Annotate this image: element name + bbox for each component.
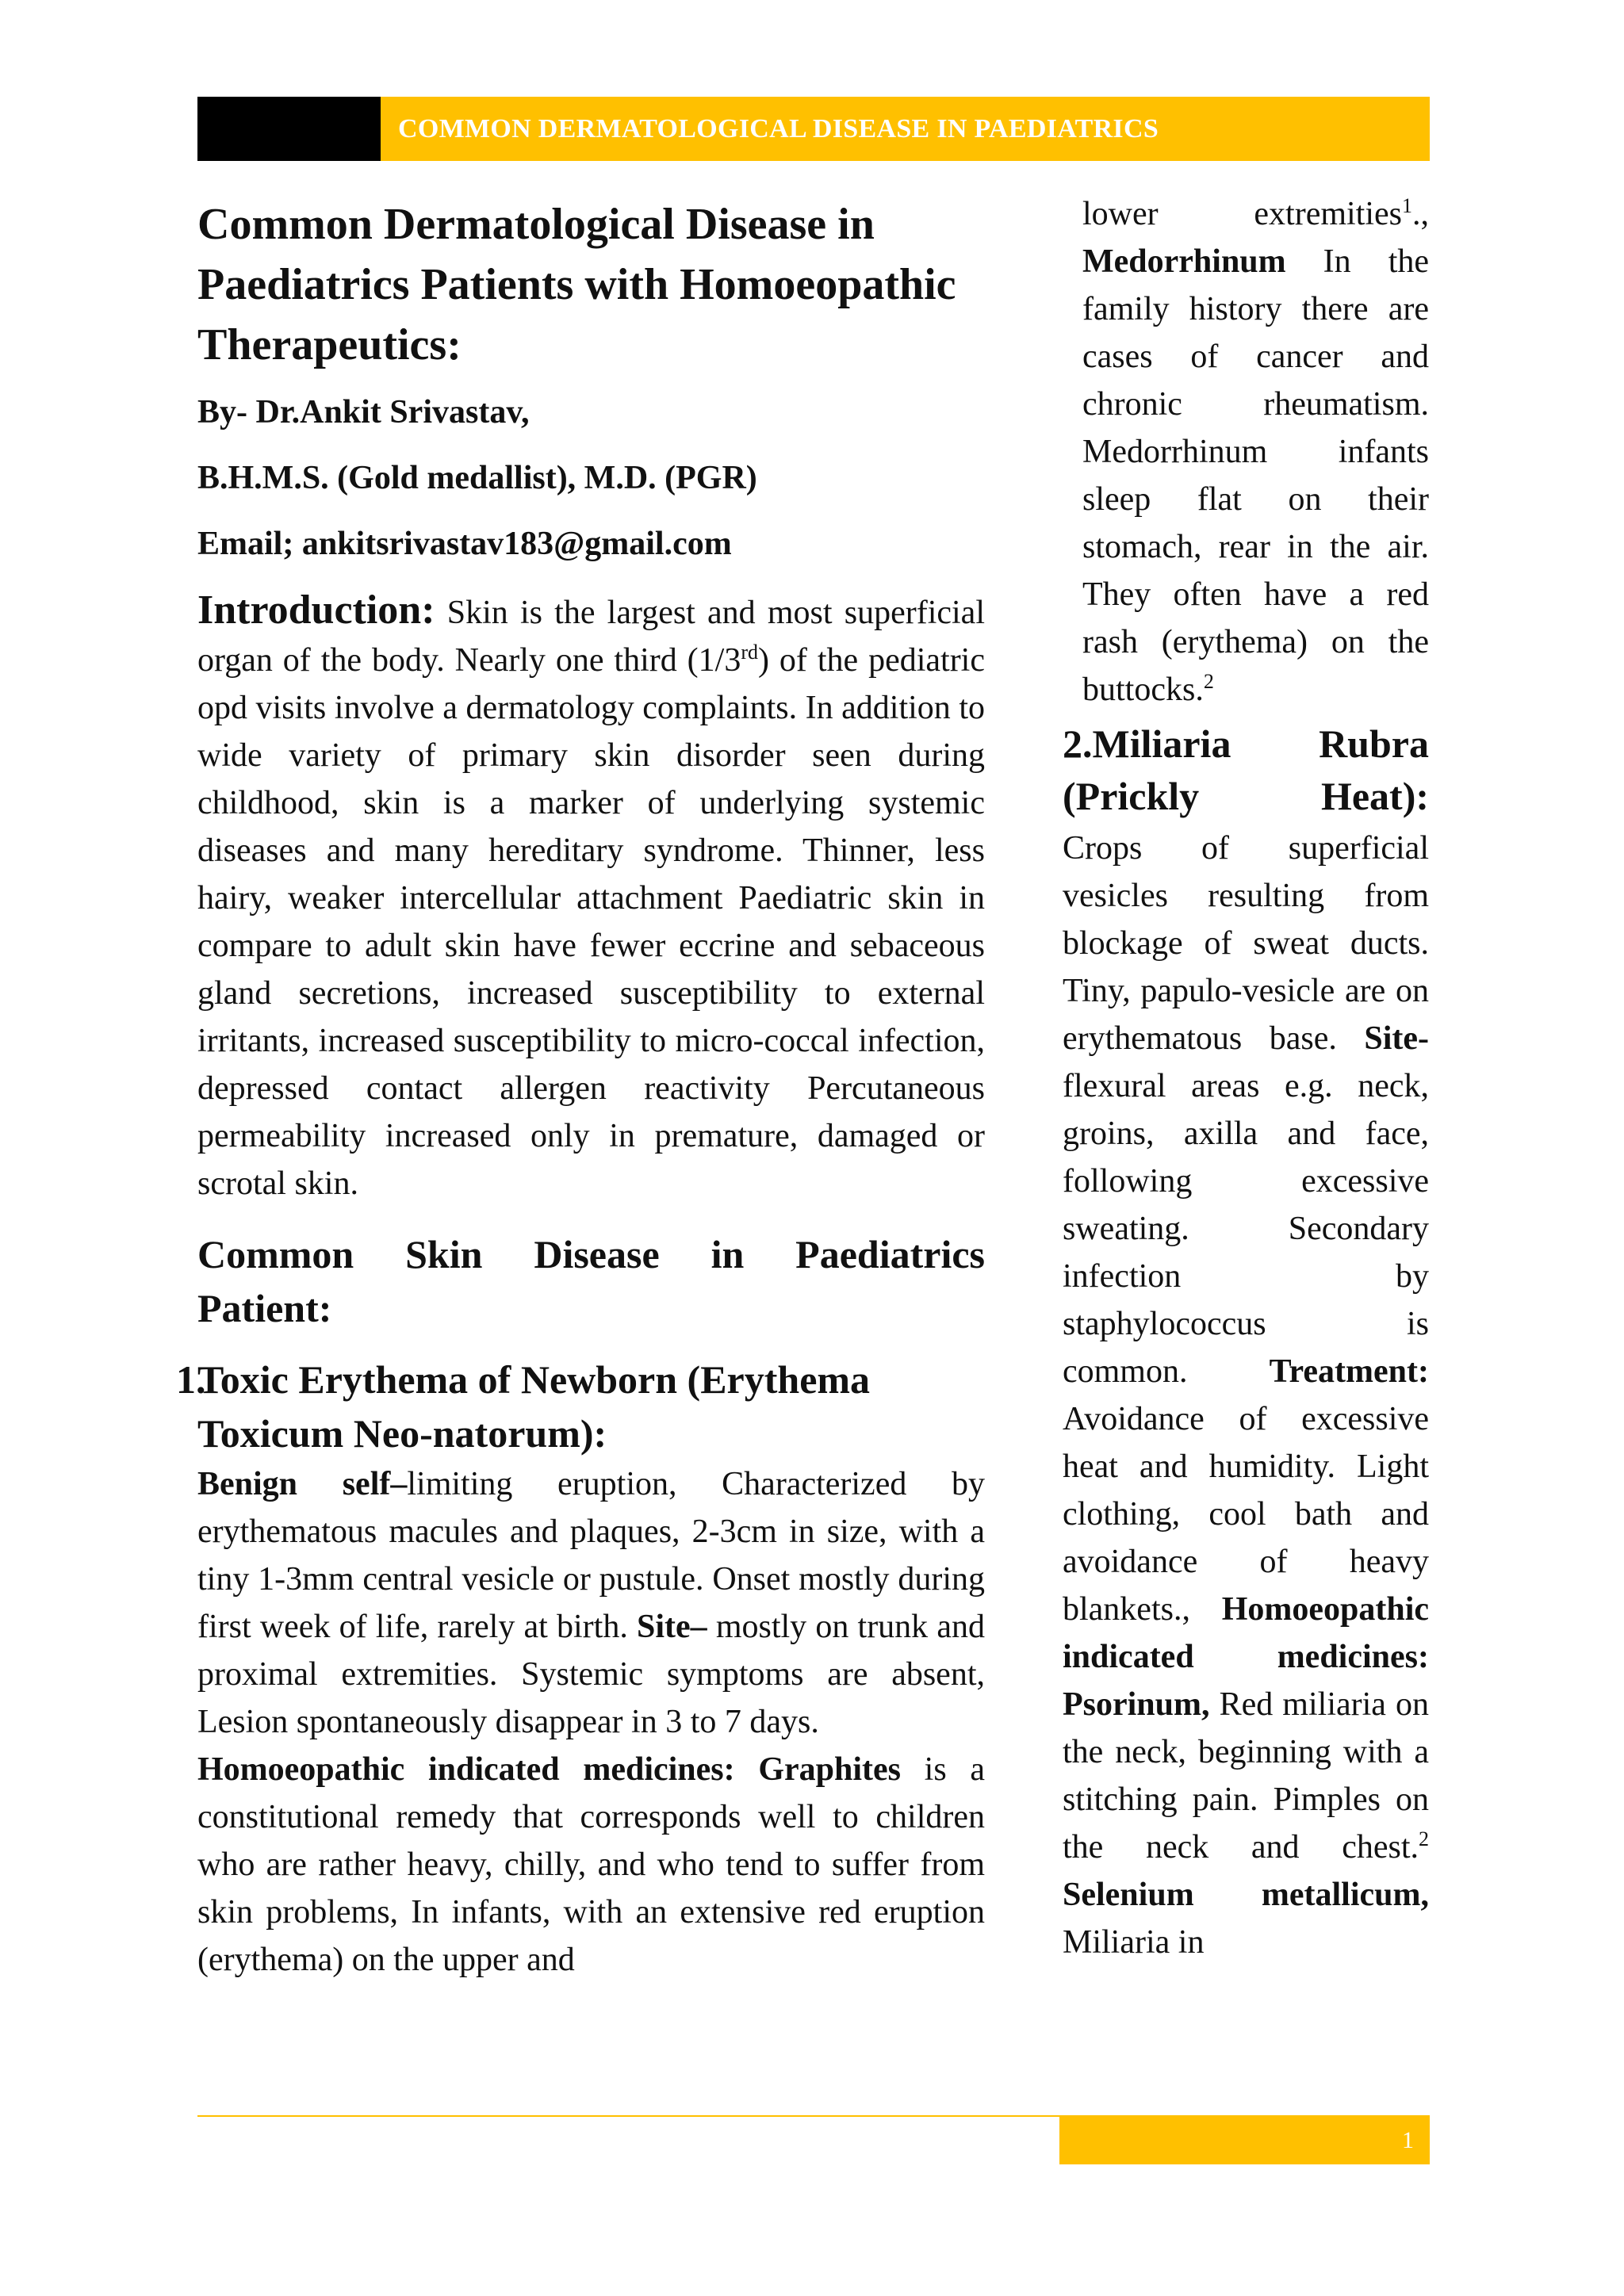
selenium-text: Miliaria in	[1063, 1924, 1205, 1961]
left-column	[176, 194, 986, 1984]
selenium-label: Selenium metallicum,	[1063, 1877, 1429, 1913]
treatment-label: Treatment:	[1269, 1353, 1429, 1390]
item1-heading-line1: Toxic Erythema of Newborn (Erythema	[197, 1357, 871, 1402]
item1-heading	[176, 1353, 985, 1460]
section-heading-line2: Patient:	[197, 1286, 332, 1330]
continuation-after: .,	[1412, 196, 1429, 232]
section-heading	[197, 1227, 985, 1335]
crops-text: Crops of superficial vesicles resulting from blockage of sweat ducts. Tiny, papulo-vesicle are on erythematous base.	[1063, 830, 1429, 1057]
intro-text-2: ) of the pediatric opd visits involve a dermatology complaints. In addition to wide variety of primary skin disorder seen during childhood, skin is a marker of underlying systemic diseases and many hereditary syndrome. Thinner, less hairy, weaker intercellular attachment Paediatric skin in compare to adult skin have fewer eccrine and sebaceous gland secretions, increased susceptibility to external irritants, increased susceptibility to micro-coccal infection, depressed contact allergen reactivity Percutaneous permeability increased only in premature, damaged or scrotal skin.	[197, 642, 985, 1202]
item1-description	[197, 1460, 985, 1746]
running-header	[381, 97, 1430, 161]
email-line: Email; ankitsrivastav183@gmail.com	[197, 526, 732, 562]
page-number: 1	[1402, 2127, 1414, 2153]
psorinum-text: Red miliaria on the neck, beginning with a stitching pain. Pimples on the neck and chest.	[1063, 1686, 1429, 1866]
item2-homoeopathic-label: Homoeopathic indicated medicines: Psorinum,	[1063, 1591, 1429, 1723]
continuation-superscript: 1	[1402, 194, 1412, 217]
introduction-label: Introduction:	[197, 587, 435, 633]
medorrhinum-superscript: 2	[1203, 670, 1214, 693]
introduction-paragraph	[197, 587, 985, 1207]
medorrhinum-label: Medorrhinum	[1082, 243, 1286, 280]
graphites-text: is a constitutional remedy that corresponds well to children who are rather heavy, chilly, and who tend to suffer from skin problems, In infants, with an extensive red eruption (erythema) on the upper and	[197, 1751, 985, 1978]
site-label: Site–	[637, 1609, 707, 1645]
item2-heading-line2: (Prickly Heat):	[1063, 774, 1429, 818]
benign-label: Benign self–	[197, 1466, 408, 1502]
intro-superscript: rd	[741, 641, 758, 664]
item1-number: 1.	[176, 1357, 206, 1402]
right-continuation-block	[1063, 190, 1429, 714]
running-header-title: COMMON DERMATOLOGICAL DISEASE IN PAEDIATRICS	[398, 114, 1159, 144]
item2-site-label: Site-	[1364, 1020, 1429, 1057]
benign-text: limiting eruption, Characterized by erythematous macules and plaques, 2-3cm in size, with a tiny 1-3mm central vesicle or pustule. Onset mostly during first week of life, rarely at birth.	[197, 1466, 986, 1645]
item2-heading-line1: 2.Miliaria Rubra	[1063, 721, 1429, 766]
item2-description	[1063, 825, 1429, 1966]
item2-site-text: flexural areas e.g. neck, groins, axilla and face, following excessive sweating. Secondary infection by staphylococcus is common.	[1063, 1068, 1429, 1390]
credentials-line: B.H.M.S. (Gold medallist), M.D. (PGR)	[197, 460, 757, 496]
continuation-paragraph	[1082, 190, 1429, 714]
footer-page-box	[1059, 2117, 1430, 2164]
item1-heading-line2: Toxicum Neo-natorum):	[197, 1411, 607, 1456]
item1-medicines	[197, 1746, 985, 1984]
header-black-block	[197, 97, 381, 161]
continuation-text: lower extremities	[1082, 196, 1402, 232]
article-title: Common Dermatological Disease in Paediatrics Patients with Homoeopathic Therapeutics:	[197, 200, 956, 369]
psorinum-superscript: 2	[1419, 1827, 1429, 1850]
right-column	[1063, 190, 1429, 1966]
homoeopathic-label: Homoeopathic indicated medicines: Graphites	[197, 1751, 901, 1788]
site-text: mostly on trunk and proximal extremities. Systemic symptoms are absent, Lesion spontaneously disappear in 3 to 7 days.	[197, 1609, 985, 1740]
author-line: By- Dr.Ankit Srivastav,	[197, 394, 530, 430]
medorrhinum-text: In the family history there are cases of cancer and chronic rheumatism. Medorrhinum infants sleep flat on their stomach, rear in the air. They often have a red rash (erythema) on the buttocks.	[1082, 243, 1429, 708]
treatment-text: Avoidance of excessive heat and humidity. Light clothing, cool bath and avoidance of heavy blankets.,	[1063, 1401, 1429, 1628]
intro-text-1: Skin is the largest and most superficial organ of the body. Nearly one third (1/3	[197, 595, 985, 679]
section-heading-line1: Common Skin Disease in Paediatrics	[197, 1232, 985, 1276]
